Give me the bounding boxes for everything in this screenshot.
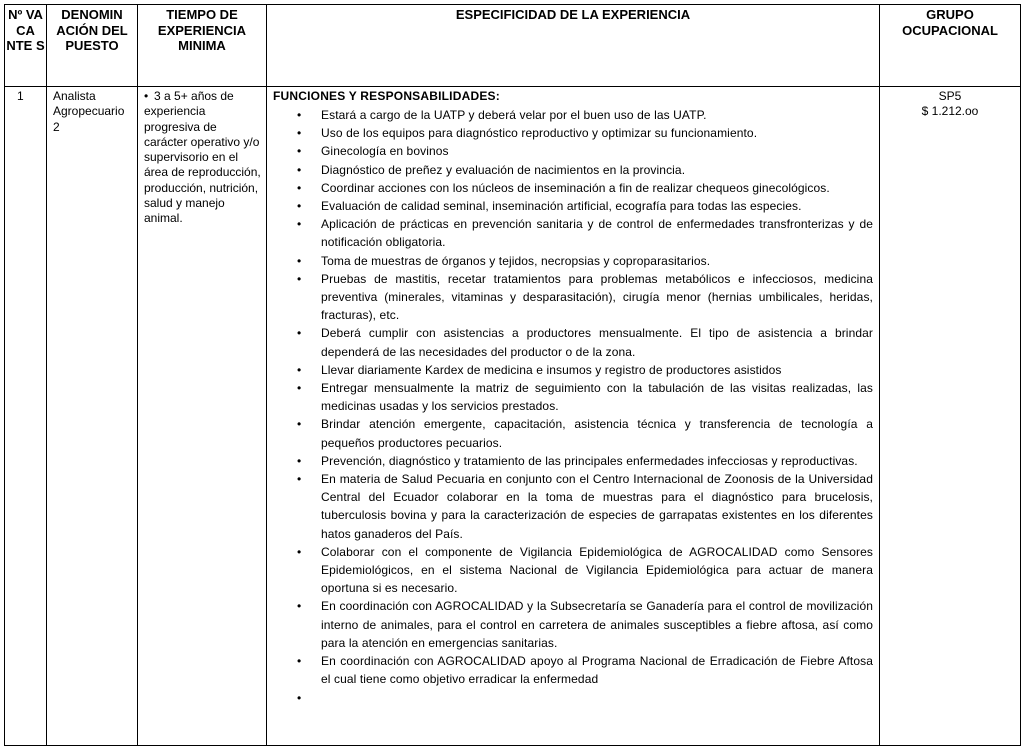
bullet-icon: • bbox=[297, 381, 302, 396]
bullet-icon: • bbox=[297, 599, 302, 614]
list-item-text: Diagnóstico de preñez y evaluación de nacimientos en la provincia. bbox=[321, 162, 686, 177]
list-item-text: En materia de Salud Pecuaria en conjunto con el Centro Internacional de Zoonosis de la Universidad Central del Ecuador colaborar en la toma de muestras para el diagnóstico para brucelosis, tuberculosis bovina y para la caracterización de especies de garrapatas existentes en los diferentes hatos ganaderos del País. bbox=[321, 472, 873, 541]
header-denominacion: DENOMIN ACIÓN DEL PUESTO bbox=[47, 5, 138, 87]
list-item bbox=[297, 179, 873, 197]
vacancy-table bbox=[4, 4, 1021, 746]
bullet-icon: • bbox=[297, 453, 302, 468]
list-item-text: Estará a cargo de la UATP y deberá velar por el buen uso de las UATP. bbox=[321, 108, 707, 122]
list-item-text: Deberá cumplir con asistencias a productores mensualmente. El tipo de asistencia a brindar dependerá de las necesidades del productor o de la zona. bbox=[321, 326, 873, 359]
list-item-text: Aplicación de prácticas en prevención sanitaria y de control de enfermedades transfronterizas y de notificación obligatoria. bbox=[321, 217, 873, 250]
list-item bbox=[297, 361, 873, 379]
grupo-cell bbox=[880, 87, 1021, 746]
bullet-icon: • bbox=[297, 326, 302, 341]
list-item bbox=[297, 470, 873, 543]
bullet-icon: • bbox=[297, 217, 302, 232]
bullet-icon: • bbox=[297, 654, 302, 669]
bullet-icon: • bbox=[297, 362, 302, 377]
header-especificidad: ESPECIFICIDAD DE LA EXPERIENCIA bbox=[267, 5, 880, 87]
tiempo-cell bbox=[138, 87, 267, 746]
list-item-text: Toma de muestras de órganos y tejidos, necropsias y coproparasitarios. bbox=[321, 253, 711, 268]
list-item-text: Brindar atención emergente, capacitación, asistencia técnica y transferencia de tecnología a pequeños productores pecuarios. bbox=[321, 417, 873, 450]
list-item bbox=[297, 543, 873, 598]
list-item bbox=[297, 597, 873, 652]
bullet-icon: • bbox=[297, 144, 302, 159]
bullet-icon: • bbox=[297, 472, 302, 487]
list-item-text: Llevar diariamente Kardex de medicina e insumos y registro de productores asistidos bbox=[321, 362, 782, 377]
vacantes-cell: 1 bbox=[5, 87, 47, 746]
grupo-code: SP5 bbox=[938, 89, 962, 103]
list-item-text: Ginecología en bovinos bbox=[321, 144, 449, 159]
list-item bbox=[297, 197, 873, 215]
list-item-text: Coordinar acciones con los núcleos de inseminación a fin de realizar chequeos ginecológicos. bbox=[321, 180, 830, 195]
puesto-cell: Analista Agropecuario 2 bbox=[47, 87, 138, 746]
list-item-text: Evaluación de calidad seminal, inseminación artificial, ecografía para todas las especies. bbox=[321, 199, 802, 214]
header-vacantes: Nº VA CA NTE S bbox=[5, 5, 47, 87]
list-item bbox=[297, 652, 873, 688]
list-item bbox=[297, 252, 873, 270]
bullet-icon: • bbox=[297, 253, 302, 268]
list-item-text: En coordinación con AGROCALIDAD apoyo al Programa Nacional de Erradicación de Fiebre Aftosa el cual tiene como objetivo erradicar la enfermedad bbox=[321, 654, 873, 687]
bullet-icon: • bbox=[297, 126, 302, 141]
bullet-icon: • bbox=[297, 544, 302, 559]
bullet-icon: • bbox=[297, 690, 302, 705]
list-item-text: Entregar mensualmente la matriz de seguimiento con la tabulación de las visitas realizadas, las medicinas usadas y los servicios prestados. bbox=[321, 381, 873, 414]
tiempo-text: 3 a 5+ años de experiencia progresiva de carácter operativo y/o supervisorio en el área de reproducción, producción, nutrición, salud y manejo animal. bbox=[144, 89, 261, 226]
funciones-list bbox=[273, 106, 873, 707]
list-item-text: Prevención, diagnóstico y tratamiento de las principales enfermedades infecciosas y reproductivas. bbox=[321, 453, 858, 468]
list-item bbox=[297, 124, 873, 142]
header-row bbox=[5, 5, 1021, 87]
bullet-icon: • bbox=[297, 180, 302, 195]
list-item bbox=[297, 161, 873, 179]
list-item-text: Pruebas de mastitis, recetar tratamientos para problemas metabólicos e infecciosos, medicina preventiva (minerales, vitaminas y desparasitación), cirugía menor (hernias umbilicales, heridas, fracturas), etc. bbox=[321, 271, 873, 323]
funciones-title: FUNCIONES Y RESPONSABILIDADES: bbox=[273, 89, 500, 103]
list-item-text: Uso de los equipos para diagnóstico reproductivo y optimizar su funcionamiento. bbox=[321, 126, 758, 141]
bullet-icon: • bbox=[297, 108, 302, 122]
list-item bbox=[297, 215, 873, 251]
list-item bbox=[297, 689, 873, 707]
list-item bbox=[297, 379, 873, 415]
bullet-icon: • bbox=[297, 162, 302, 177]
list-item bbox=[297, 142, 873, 160]
bullet-icon: • bbox=[297, 417, 302, 432]
list-item bbox=[297, 415, 873, 451]
bullet-icon: • bbox=[297, 199, 302, 214]
bullet-icon: • bbox=[144, 89, 149, 103]
list-item-text: En coordinación con AGROCALIDAD y la Subsecretaría se Ganadería para el control de movilización interno de animales, para el control en carretera de animales susceptibles a fiebre aftosa, así como para la atención en emergencias sanitarias. bbox=[321, 599, 873, 650]
table-row bbox=[5, 87, 1021, 746]
especificidad-cell bbox=[267, 87, 880, 746]
list-item bbox=[297, 106, 873, 124]
list-item bbox=[297, 452, 873, 470]
header-tiempo: TIEMPO DE EXPERIENCIA MINIMA bbox=[138, 5, 267, 87]
list-item bbox=[297, 270, 873, 325]
bullet-icon: • bbox=[297, 271, 302, 286]
list-item bbox=[297, 324, 873, 360]
list-item-text: Colaborar con el componente de Vigilancia Epidemiológica de AGROCALIDAD como Sensores Epidemiológicos, en el sistema Nacional de Vigilancia Epidemiológica para actuar de manera oportuna si es necesario. bbox=[321, 544, 873, 596]
header-grupo: GRUPO OCUPACIONAL bbox=[880, 5, 1021, 87]
grupo-salary: $ 1.212.oo bbox=[921, 104, 979, 118]
